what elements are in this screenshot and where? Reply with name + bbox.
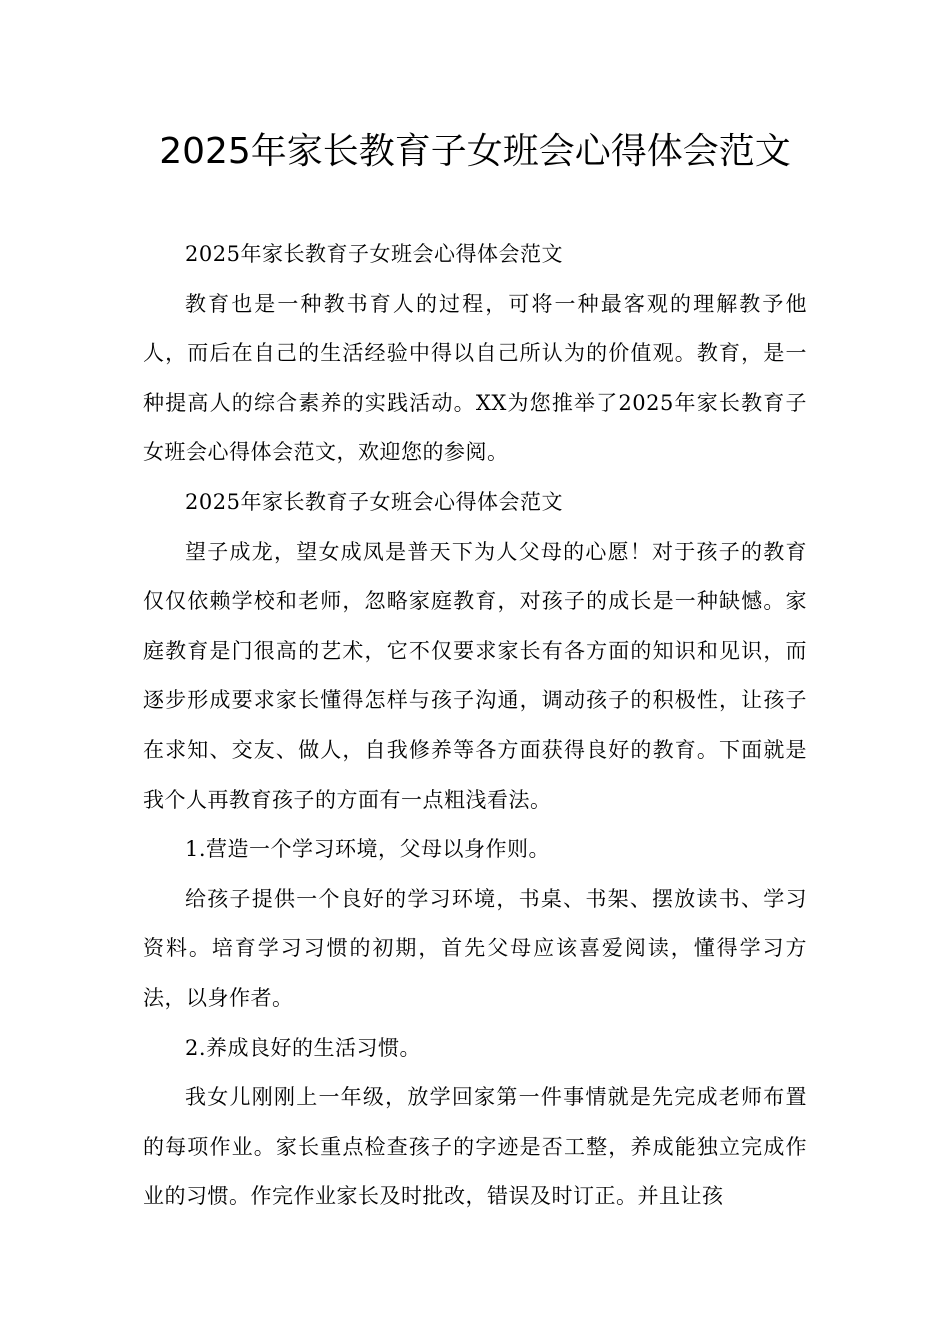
paragraph-learning-environment: 给孩子提供一个良好的学习环境，书桌、书架、摆放读书、学习资料。培育学习习惯的初期，首先父母应该喜爱阅读，懂得学习方法，以身作者。 <box>143 886 807 1010</box>
document-body <box>143 230 807 1222</box>
paragraph-heading-1: 1.营造一个学习环境，父母以身作则。 <box>185 837 551 862</box>
document-title: 2025年家长教育子女班会心得体会范文 <box>159 131 791 172</box>
paragraph-intro: 教育也是一种教书育人的过程，可将一种最客观的理解教予他人，而后在自己的生活经验中得以自己所认为的价值观。教育，是一种提高人的综合素养的实践活动。XX为您推举了2025年家长教育子女班会心得体会范文，欢迎您的参阅。 <box>143 291 807 465</box>
paragraph-heading-2: 2.养成良好的生活习惯。 <box>185 1035 422 1060</box>
paragraph-subtitle-2: 2025年家长教育子女班会心得体会范文 <box>185 489 563 514</box>
paragraph-family-education: 望子成龙，望女成凤是普天下为人父母的心愿！对于孩子的教育仅仅依赖学校和老师，忽略家庭教育，对孩子的成长是一种缺憾。家庭教育是门很高的艺术，它不仅要求家长有各方面的知识和见识，而逐步形成要求家长懂得怎样与孩子沟通，调动孩子的积极性，让孩子在求知、交友、做人，自我修养等各方面获得良好的教育。下面就是我个人再教育孩子的方面有一点粗浅看法。 <box>143 539 807 812</box>
paragraph-living-habits: 我女儿刚刚上一年级，放学回家第一件事情就是先完成老师布置的每项作业。家长重点检查孩子的字迹是否工整，养成能独立完成作业的习惯。作完作业家长及时批改，错误及时订正。并且让孩 <box>143 1085 807 1209</box>
paragraph-subtitle-1: 2025年家长教育子女班会心得体会范文 <box>185 242 563 266</box>
